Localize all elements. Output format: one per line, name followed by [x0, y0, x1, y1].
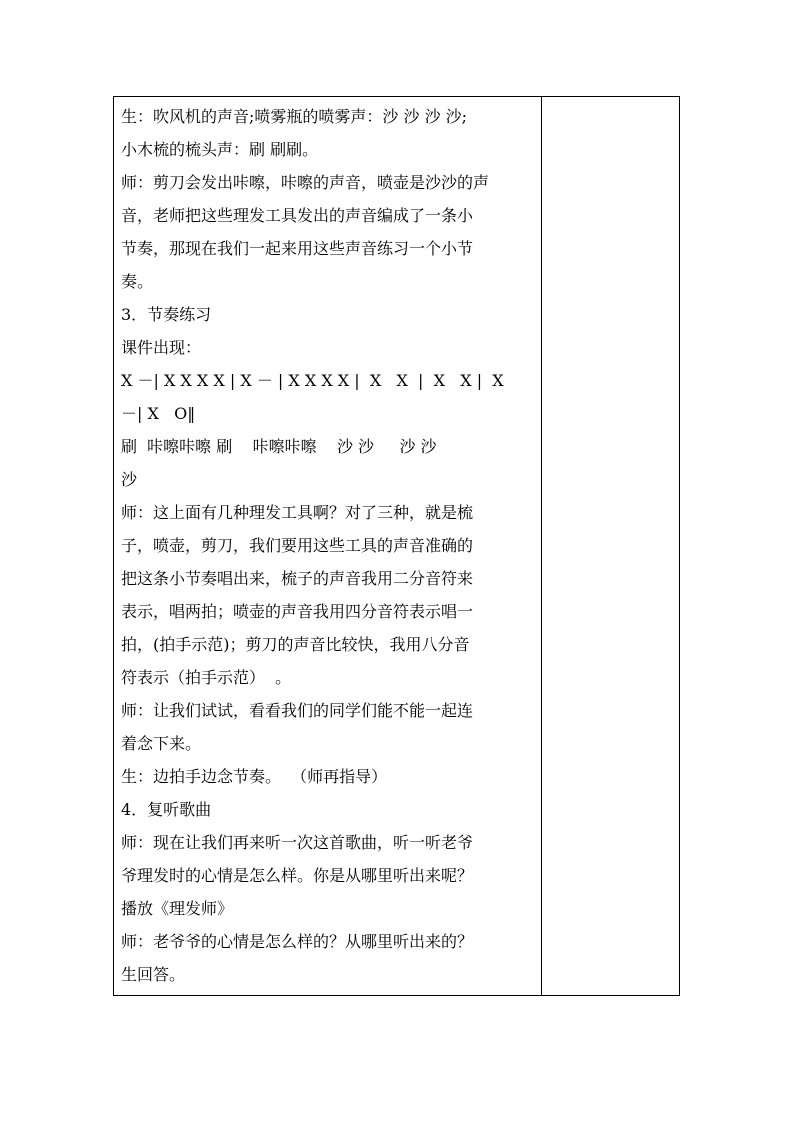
text-line: 生回答。	[121, 965, 186, 984]
rhythm-syllables: 沙	[121, 470, 138, 489]
text-line: 把这条小节奏唱出来，梳子的声音我用二分音符来	[121, 569, 474, 588]
text-line: 师：这上面有几种理发工具啊？对了三种，就是梳	[121, 503, 474, 522]
text-line: 师：老爷爷的心情是怎么样的？从哪里听出来的？	[121, 932, 474, 951]
rhythm-notation: X －| X X X X | X － | X X X X | X X | X X | X	[121, 371, 504, 390]
text-line: 课件出现：	[121, 338, 202, 357]
section-heading: 3．节奏练习	[121, 305, 212, 324]
text-line: 符表示（拍手示范） 。	[121, 668, 292, 687]
text-line: 表示，唱两拍；喷壶的声音我用四分音符表示唱一	[121, 602, 474, 621]
column-divider	[541, 96, 542, 996]
text-line: 师：现在让我们再来听一次这首歌曲，听一听老爷	[121, 833, 474, 852]
section-heading: 4．复听歌曲	[121, 800, 212, 819]
text-line: 节奏，那现在我们一起来用这些声音练习一个小节	[121, 239, 474, 258]
rhythm-syllables: 刷 咔嚓咔嚓 刷 咔嚓咔嚓 沙 沙 沙 沙	[121, 437, 437, 456]
text-line: 爷理发时的心情是怎么样。你是从哪里听出来呢？	[121, 866, 474, 885]
rhythm-notation: －| X O‖	[121, 404, 196, 423]
text-line: 奏。	[121, 272, 154, 291]
text-line: 子，喷壶，剪刀，我们要用这些工具的声音准确的	[121, 536, 474, 555]
text-line: 播放《理发师》	[121, 899, 234, 918]
text-line: 生：吹风机的声音;喷雾瓶的喷雾声：沙 沙 沙 沙;	[121, 107, 468, 126]
text-line: 师：让我们试试，看看我们的同学们能不能一起连	[121, 701, 474, 720]
text-line: 音，老师把这些理发工具发出的声音编成了一条小	[121, 206, 474, 225]
text-line: 生：边拍手边念节奏。 （师再指导）	[121, 767, 388, 786]
text-line: 小木梳的梳头声：刷 刷刷。	[121, 140, 319, 159]
text-line: 拍，(拍手示范)；剪刀的声音比较快，我用八分音	[121, 635, 470, 654]
text-line: 师：剪刀会发出咔嚓，咔嚓的声音，喷壶是沙沙的声	[121, 173, 490, 192]
lesson-content-cell	[121, 100, 537, 991]
text-line: 着念下来。	[121, 734, 202, 753]
